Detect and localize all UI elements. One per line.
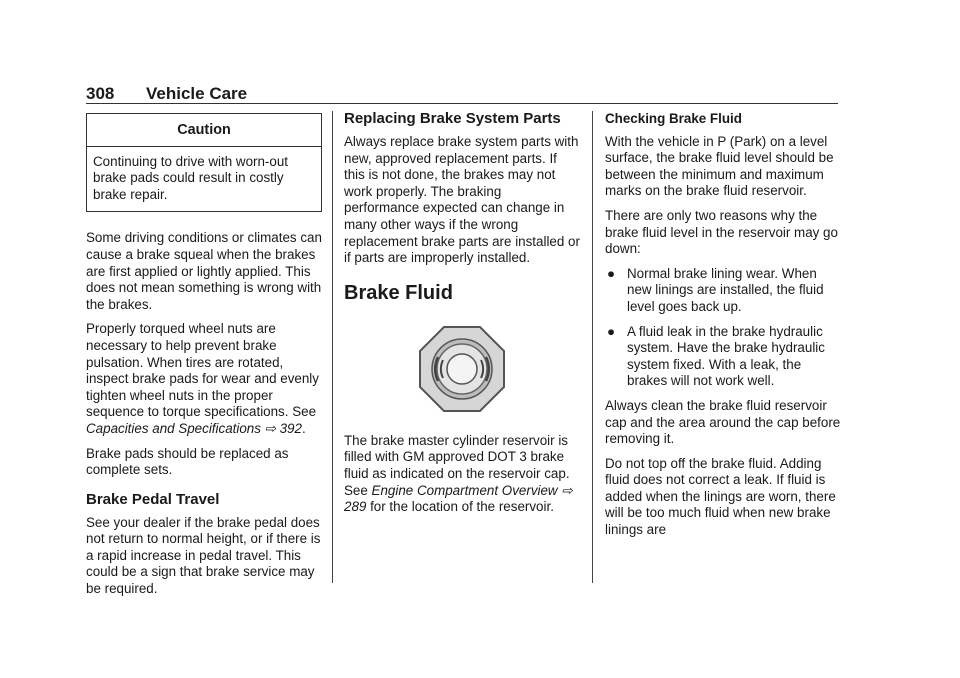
header-rule bbox=[86, 103, 838, 104]
clean-cap-paragraph: Always clean the brake fluid reservoir cap and the area around the cap before removing it. bbox=[605, 397, 841, 447]
brake-pads-paragraph: Brake pads should be replaced as complete sets. bbox=[86, 445, 289, 478]
list-item bbox=[605, 324, 841, 390]
column-1 bbox=[86, 111, 322, 606]
wheel-nuts-paragraph bbox=[86, 321, 322, 437]
replacing-parts-paragraph: Always replace brake system parts with new, approved replacement parts. If this is not done, the brakes may not work properly. The braking performance expected can change in many other ways if the wrong replacement brake parts are installed or if parts are improperly installed. bbox=[344, 134, 580, 266]
bullet-text: A fluid leak in the brake hydraulic system. Have the brake hydraulic system fixed. With a leak, the brakes will not work well. bbox=[627, 323, 825, 389]
caution-body bbox=[87, 147, 321, 212]
bullet-icon: ● bbox=[607, 323, 616, 339]
caution-box bbox=[86, 113, 322, 212]
caution-line: brake repair. bbox=[93, 186, 168, 202]
reservoir-text: The brake master cylinder reservoir is filled with GM approved DOT 3 brake fluid as indicated on the reservoir cap. See bbox=[344, 432, 570, 498]
fluid-level-paragraph: With the vehicle in P (Park) on a level surface, the brake fluid level should be between the minimum and maximum marks on the brake fluid reservoir. bbox=[605, 133, 834, 199]
brake-squeal-paragraph: Some driving conditions or climates can cause a brake squeal when the brakes are first applied or lightly applied. This does not mean something is wrong with the brakes. bbox=[86, 230, 322, 312]
brake-fluid-heading: Brake Fluid bbox=[344, 281, 453, 304]
brake-fluid-cap-icon bbox=[418, 325, 506, 413]
reservoir-text-end: for the location of the reservoir. bbox=[366, 499, 554, 515]
checking-brake-fluid-heading: Checking Brake Fluid bbox=[605, 111, 742, 126]
brake-fluid-icon-wrap bbox=[344, 315, 580, 433]
page-number: 308 bbox=[86, 84, 115, 103]
period: . bbox=[301, 420, 306, 436]
list-item bbox=[605, 266, 841, 316]
bullet-text: Normal brake lining wear. When new linings are installed, the fluid level goes back up. bbox=[627, 265, 824, 314]
engine-compartment-link[interactable]: Engine Compartment Overview bbox=[371, 482, 558, 498]
page-ref-289[interactable]: ⇨ 289 bbox=[344, 482, 573, 515]
caution-line: brake pads could result in costly bbox=[93, 170, 284, 186]
replacing-parts-heading: Replacing Brake System Parts bbox=[344, 110, 561, 127]
two-reasons-paragraph: There are only two reasons why the brake fluid level in the reservoir may go down: bbox=[605, 207, 838, 257]
caution-line: Continuing to drive with worn-out bbox=[93, 153, 289, 169]
section-title: Vehicle Care bbox=[146, 84, 248, 103]
page-ref-392[interactable]: ⇨ 392 bbox=[264, 420, 302, 436]
capacities-link[interactable]: Capacities and Specifications bbox=[86, 420, 261, 436]
column-3 bbox=[605, 111, 841, 547]
column-2 bbox=[344, 111, 580, 524]
reservoir-paragraph bbox=[344, 433, 580, 516]
column-divider-1 bbox=[332, 111, 333, 583]
caution-title: Caution bbox=[87, 114, 321, 147]
column-divider-2 bbox=[592, 111, 593, 583]
wheel-nuts-text: Properly torqued wheel nuts are necessary to help prevent brake pulsation. When tires are rotated, inspect brake pads for wear and evenly tighten wheel nuts in the proper sequence to torque specifications. See bbox=[86, 321, 319, 420]
bullet-icon: ● bbox=[607, 265, 616, 281]
brake-pedal-travel-heading: Brake Pedal Travel bbox=[86, 490, 220, 508]
top-off-paragraph: Do not top off the brake fluid. Adding fluid does not correct a leak. If fluid is added when the linings are worn, there will be too much fluid when new brake linings are bbox=[605, 455, 836, 538]
pedal-travel-paragraph: See your dealer if the brake pedal does not return to normal height, or if there is a rapid increase in pedal travel. This could be a sign that brake service may be required. bbox=[86, 514, 321, 597]
